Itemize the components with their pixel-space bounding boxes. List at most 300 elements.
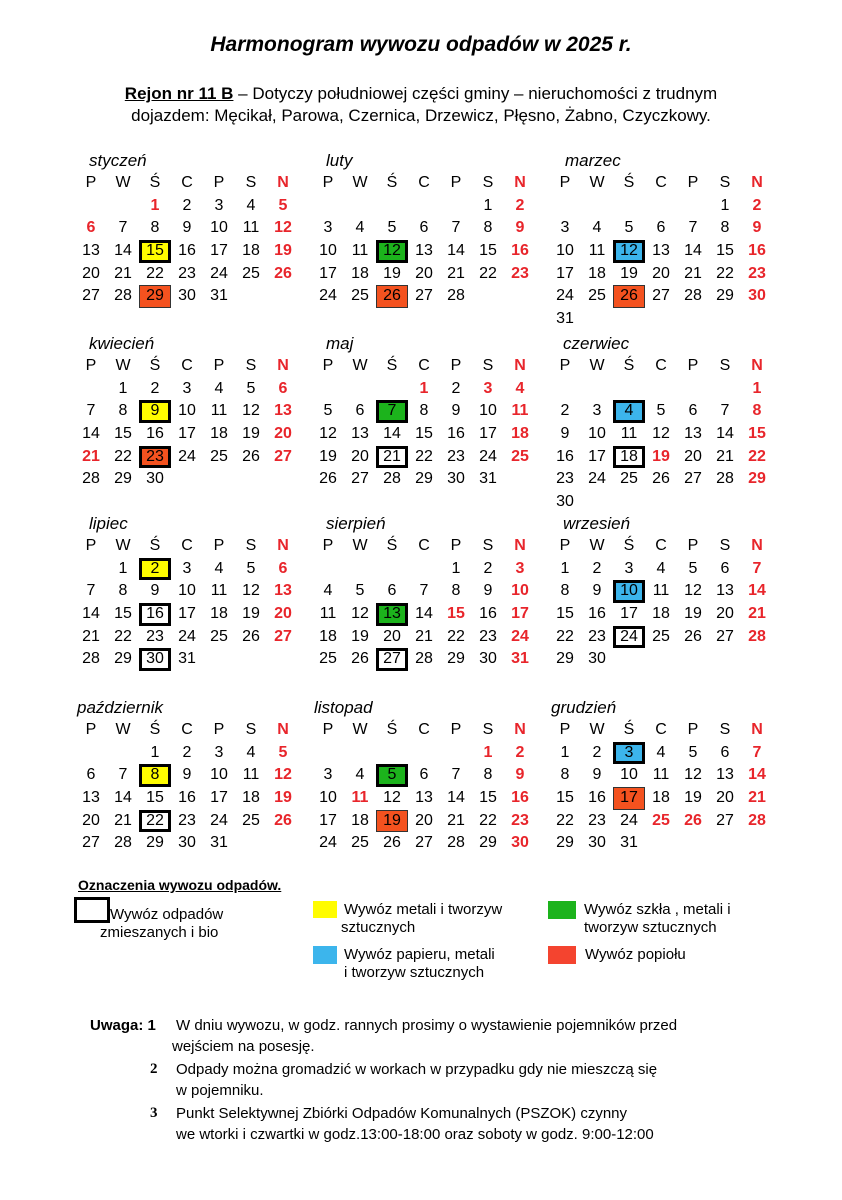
day-cell: 22: [114, 447, 132, 465]
day-cell: 30: [588, 650, 606, 668]
day-cell: 20: [274, 605, 292, 623]
empty-cell: [677, 378, 709, 401]
day-cell: 8: [560, 766, 570, 784]
day-cell: 5: [355, 582, 365, 600]
weekday-header: C: [655, 357, 667, 374]
day-cell: 10: [178, 402, 196, 420]
day-cell: 1: [419, 379, 429, 397]
empty-cell: [645, 378, 677, 401]
empty-cell: [344, 742, 376, 765]
empty-cell: [581, 378, 613, 401]
day-cell: 10: [210, 219, 228, 237]
weekday-header: Ś: [623, 174, 635, 191]
page-title: Harmonogram wywozu odpadów w 2025 r.: [210, 33, 632, 56]
collection-day: 30: [139, 648, 171, 671]
day-cell: 3: [214, 743, 224, 761]
day-cell: 31: [178, 650, 196, 668]
day-cell: 11: [652, 582, 670, 600]
weekday-header: P: [687, 357, 699, 374]
day-cell: 14: [748, 766, 766, 784]
weekday-header: P: [213, 537, 225, 554]
day-cell: 8: [483, 219, 493, 237]
day-cell: 14: [114, 242, 132, 260]
day-cell: 25: [242, 811, 260, 829]
collection-day: 10: [613, 580, 645, 603]
day-cell: 20: [351, 447, 369, 465]
weekday-header: W: [115, 174, 131, 191]
month-9: [75, 697, 299, 855]
month-3: [75, 333, 299, 491]
day-cell: 17: [319, 264, 337, 282]
collection-day: 15: [139, 240, 171, 263]
day-cell: 7: [752, 743, 762, 761]
day-cell: 26: [274, 264, 292, 282]
day-cell: 21: [82, 627, 100, 645]
day-cell: 21: [447, 264, 465, 282]
day-cell: 4: [214, 379, 224, 397]
weekday-header: C: [655, 537, 667, 554]
month-grid: [75, 535, 299, 671]
day-cell: 26: [383, 834, 401, 852]
day-cell: 19: [620, 264, 638, 282]
day-cell: 18: [242, 242, 260, 260]
day-cell: 11: [652, 766, 670, 784]
empty-cell: [312, 195, 344, 218]
day-cell: 18: [351, 264, 369, 282]
legend-yellow-swatch: [313, 901, 337, 918]
day-cell: 11: [351, 242, 369, 260]
day-cell: 3: [323, 766, 333, 784]
notes-section: [90, 1015, 790, 1145]
legend-blue-line-2: i tworzyw sztucznych: [344, 964, 485, 981]
collection-day: 24: [613, 626, 645, 649]
day-cell: 13: [274, 402, 292, 420]
weekday-header: Ś: [623, 721, 635, 738]
day-cell: 23: [588, 627, 606, 645]
weekday-header: S: [482, 357, 494, 374]
month-grid: [75, 355, 299, 491]
day-cell: 4: [355, 766, 365, 784]
day-cell: 28: [114, 287, 132, 305]
weekday-header: P: [450, 357, 462, 374]
day-cell: 23: [556, 470, 574, 488]
collection-day: 8: [139, 764, 171, 787]
day-cell: 8: [419, 402, 429, 420]
day-cell: 8: [118, 582, 128, 600]
collection-day: 23: [139, 446, 171, 469]
day-cell: 17: [178, 425, 196, 443]
day-cell: 1: [720, 196, 730, 214]
day-cell: 20: [415, 811, 433, 829]
month-grid: [549, 172, 773, 331]
day-cell: 18: [652, 605, 670, 623]
day-cell: 30: [178, 834, 196, 852]
day-cell: 12: [274, 219, 292, 237]
day-cell: 13: [684, 425, 702, 443]
legend-ash-text: Wywóz popiołu: [585, 946, 686, 963]
empty-cell: [613, 378, 645, 401]
weekday-header: P: [687, 174, 699, 191]
collection-day: 12: [376, 240, 408, 263]
day-cell: 1: [118, 559, 128, 577]
day-cell: 9: [592, 582, 602, 600]
day-cell: 4: [246, 196, 256, 214]
day-cell: 12: [319, 425, 337, 443]
note-2-line-2: w pojemniku.: [176, 1082, 264, 1099]
day-cell: 19: [319, 447, 337, 465]
day-cell: 5: [323, 402, 333, 420]
day-cell: 11: [620, 425, 638, 443]
day-cell: 1: [483, 743, 493, 761]
day-cell: 16: [511, 789, 529, 807]
day-cell: 18: [319, 627, 337, 645]
collection-day: 17: [613, 787, 645, 810]
collection-day: 9: [139, 400, 171, 423]
day-cell: 6: [688, 402, 698, 420]
weekday-header: P: [450, 721, 462, 738]
month-name: maj: [326, 334, 354, 353]
day-cell: 20: [716, 605, 734, 623]
day-cell: 22: [114, 627, 132, 645]
day-cell: 31: [210, 287, 228, 305]
day-cell: 24: [178, 627, 196, 645]
weekday-header: P: [85, 537, 97, 554]
day-cell: 19: [242, 425, 260, 443]
month-1: [312, 150, 536, 308]
day-cell: 11: [210, 402, 228, 420]
day-cell: 22: [479, 264, 497, 282]
day-cell: 1: [150, 743, 160, 761]
day-cell: 17: [620, 605, 638, 623]
day-cell: 7: [688, 219, 698, 237]
day-cell: 19: [274, 242, 292, 260]
empty-cell: [107, 742, 139, 765]
day-cell: 7: [451, 766, 461, 784]
day-cell: 27: [82, 287, 100, 305]
empty-cell: [440, 195, 472, 218]
empty-cell: [376, 378, 408, 401]
day-cell: 26: [274, 811, 292, 829]
day-cell: 30: [588, 834, 606, 852]
day-cell: 28: [447, 834, 465, 852]
day-cell: 24: [588, 470, 606, 488]
day-cell: 6: [355, 402, 365, 420]
weekday-header: P: [322, 721, 334, 738]
weekday-header: N: [277, 537, 289, 554]
day-cell: 26: [319, 470, 337, 488]
day-cell: 20: [415, 264, 433, 282]
day-cell: 25: [620, 470, 638, 488]
day-cell: 16: [146, 425, 164, 443]
empty-cell: [408, 742, 440, 765]
notes-label: Uwaga: 1: [90, 1017, 156, 1034]
empty-cell: [581, 195, 613, 218]
day-cell: 4: [246, 743, 256, 761]
day-cell: 30: [511, 834, 529, 852]
day-cell: 3: [483, 379, 493, 397]
day-cell: 15: [146, 789, 164, 807]
day-cell: 2: [560, 402, 570, 420]
legend-green-text: [584, 901, 731, 937]
day-cell: 24: [620, 811, 638, 829]
weekday-header: N: [514, 357, 526, 374]
weekday-header: Ś: [623, 537, 635, 554]
month-8: [549, 513, 773, 671]
weekday-header: C: [181, 357, 193, 374]
day-cell: 16: [479, 605, 497, 623]
day-cell: 16: [556, 447, 574, 465]
day-cell: 5: [688, 559, 698, 577]
day-cell: 29: [748, 470, 766, 488]
empty-cell: [107, 195, 139, 218]
day-cell: 23: [588, 811, 606, 829]
empty-cell: [613, 195, 645, 218]
region-label: Rejon nr 11 B: [124, 84, 234, 103]
day-cell: 2: [592, 743, 602, 761]
day-cell: 27: [415, 287, 433, 305]
day-cell: 29: [114, 470, 132, 488]
day-cell: 21: [447, 811, 465, 829]
day-cell: 21: [114, 264, 132, 282]
collection-day: 3: [613, 742, 645, 765]
day-cell: 1: [483, 196, 493, 214]
day-cell: 1: [451, 559, 461, 577]
empty-cell: [408, 558, 440, 581]
day-cell: 20: [82, 264, 100, 282]
day-cell: 4: [592, 219, 602, 237]
day-cell: 26: [684, 811, 702, 829]
day-cell: 7: [752, 559, 762, 577]
day-cell: 11: [351, 789, 369, 807]
day-cell: 15: [415, 425, 433, 443]
weekday-header: C: [655, 721, 667, 738]
day-cell: 25: [351, 287, 369, 305]
collection-day: 22: [139, 810, 171, 833]
day-cell: 23: [479, 627, 497, 645]
day-cell: 7: [451, 219, 461, 237]
day-cell: 22: [556, 811, 574, 829]
legend-mixed-text: [100, 906, 224, 942]
legend-blue-text: [344, 946, 495, 982]
day-cell: 17: [588, 447, 606, 465]
day-cell: 2: [182, 196, 192, 214]
day-cell: 28: [82, 650, 100, 668]
month-7: [312, 513, 536, 671]
month-grid: [312, 535, 536, 671]
day-cell: 12: [383, 789, 401, 807]
legend-blue-line-1: Wywóz papieru, metali: [344, 946, 495, 963]
day-cell: 3: [560, 219, 570, 237]
legend-yellow-line-2: sztucznych: [341, 919, 416, 936]
weekday-header: S: [719, 721, 731, 738]
month-grid: [75, 719, 299, 855]
weekday-header: W: [352, 357, 368, 374]
day-cell: 24: [210, 264, 228, 282]
day-cell: 24: [178, 447, 196, 465]
day-cell: 17: [556, 264, 574, 282]
day-cell: 24: [319, 287, 337, 305]
day-cell: 9: [182, 219, 192, 237]
weekday-header: P: [450, 537, 462, 554]
day-cell: 11: [588, 242, 606, 260]
day-cell: 20: [716, 789, 734, 807]
collection-day: 12: [613, 240, 645, 263]
day-cell: 9: [483, 582, 493, 600]
weekday-header: W: [589, 174, 605, 191]
collection-day: 26: [376, 285, 408, 308]
weekday-header: S: [482, 537, 494, 554]
empty-cell: [677, 195, 709, 218]
weekday-header: S: [719, 174, 731, 191]
day-cell: 11: [511, 402, 529, 420]
day-cell: 2: [182, 743, 192, 761]
weekday-header: C: [655, 174, 667, 191]
day-cell: 27: [274, 447, 292, 465]
note-3-line-2: we wtorki i czwartki w godz.13:00-18:00 oraz soboty w godz. 9:00-12:00: [176, 1126, 654, 1143]
day-cell: 29: [556, 650, 574, 668]
empty-cell: [709, 378, 741, 401]
month-name: kwiecień: [89, 334, 155, 353]
day-cell: 17: [319, 811, 337, 829]
day-cell: 26: [684, 627, 702, 645]
day-cell: 22: [748, 447, 766, 465]
note-2-number: 2: [150, 1061, 158, 1077]
day-cell: 21: [114, 811, 132, 829]
day-cell: 24: [511, 627, 529, 645]
month-5: [549, 333, 773, 514]
day-cell: 20: [274, 425, 292, 443]
legend-green-swatch: [548, 901, 576, 919]
collection-day: 29: [139, 285, 171, 308]
day-cell: 5: [246, 559, 256, 577]
weekday-header: P: [687, 721, 699, 738]
month-name: styczeń: [89, 151, 147, 170]
day-cell: 16: [748, 242, 766, 260]
weekday-header: W: [352, 721, 368, 738]
day-cell: 15: [479, 789, 497, 807]
day-cell: 10: [178, 582, 196, 600]
month-grid: [312, 172, 536, 308]
legend-mixed-swatch: [74, 897, 110, 923]
weekday-header: P: [322, 357, 334, 374]
day-cell: 6: [720, 743, 730, 761]
day-cell: 31: [210, 834, 228, 852]
day-cell: 17: [210, 242, 228, 260]
day-cell: 28: [114, 834, 132, 852]
day-cell: 7: [86, 582, 96, 600]
weekday-header: N: [277, 174, 289, 191]
day-cell: 2: [451, 379, 461, 397]
day-cell: 22: [556, 627, 574, 645]
month-6: [75, 513, 299, 671]
day-cell: 3: [214, 196, 224, 214]
day-cell: 27: [716, 811, 734, 829]
day-cell: 30: [556, 493, 574, 511]
day-cell: 14: [114, 789, 132, 807]
legend-mixed-line-2: zmieszanych i bio: [100, 924, 219, 941]
weekday-header: Ś: [149, 537, 161, 554]
weekday-header: Ś: [386, 721, 398, 738]
day-cell: 30: [178, 287, 196, 305]
day-cell: 23: [146, 627, 164, 645]
weekday-header: N: [751, 537, 763, 554]
weekday-header: P: [559, 537, 571, 554]
day-cell: 12: [274, 766, 292, 784]
collection-day: 16: [139, 603, 171, 626]
day-cell: 3: [624, 559, 634, 577]
day-cell: 26: [242, 447, 260, 465]
day-cell: 8: [451, 582, 461, 600]
weekday-header: Ś: [149, 721, 161, 738]
day-cell: 18: [652, 789, 670, 807]
day-cell: 27: [274, 627, 292, 645]
day-cell: 25: [319, 650, 337, 668]
day-cell: 17: [210, 789, 228, 807]
weekday-header: S: [245, 357, 257, 374]
weekday-header: P: [687, 537, 699, 554]
day-cell: 24: [479, 447, 497, 465]
weekday-header: P: [213, 721, 225, 738]
weekday-header: P: [559, 357, 571, 374]
weekday-header: N: [514, 537, 526, 554]
day-cell: 19: [383, 264, 401, 282]
day-cell: 29: [415, 470, 433, 488]
day-cell: 2: [752, 196, 762, 214]
day-cell: 10: [210, 766, 228, 784]
day-cell: 21: [684, 264, 702, 282]
weekday-header: N: [277, 721, 289, 738]
day-cell: 14: [82, 425, 100, 443]
day-cell: 6: [419, 766, 429, 784]
collection-day: 18: [613, 446, 645, 469]
note-2-line-1: Odpady można gromadzić w workach w przypadku gdy nie mieszczą się: [176, 1061, 658, 1078]
weekday-header: N: [751, 357, 763, 374]
month-name: listopad: [314, 698, 373, 717]
day-cell: 9: [560, 425, 570, 443]
day-cell: 26: [652, 470, 670, 488]
day-cell: 7: [118, 219, 128, 237]
day-cell: 25: [588, 287, 606, 305]
month-name: październik: [77, 698, 163, 717]
day-cell: 2: [150, 379, 160, 397]
day-cell: 22: [479, 811, 497, 829]
day-cell: 15: [447, 605, 465, 623]
day-cell: 6: [419, 219, 429, 237]
empty-cell: [645, 195, 677, 218]
day-cell: 28: [447, 287, 465, 305]
legend-title: Oznaczenia wywozu odpadów.: [78, 877, 282, 893]
day-cell: 16: [588, 605, 606, 623]
empty-cell: [408, 195, 440, 218]
month-name: czerwiec: [563, 334, 630, 353]
day-cell: 1: [560, 559, 570, 577]
day-cell: 8: [150, 219, 160, 237]
day-cell: 3: [515, 559, 525, 577]
day-cell: 2: [483, 559, 493, 577]
day-cell: 14: [82, 605, 100, 623]
day-cell: 1: [150, 196, 160, 214]
day-cell: 9: [182, 766, 192, 784]
day-cell: 13: [652, 242, 670, 260]
month-name: lipiec: [89, 514, 128, 533]
day-cell: 19: [652, 447, 670, 465]
day-cell: 10: [620, 766, 638, 784]
legend-yellow-text: [341, 901, 503, 937]
day-cell: 15: [479, 242, 497, 260]
day-cell: 4: [214, 559, 224, 577]
weekday-header: N: [751, 721, 763, 738]
empty-cell: [312, 742, 344, 765]
